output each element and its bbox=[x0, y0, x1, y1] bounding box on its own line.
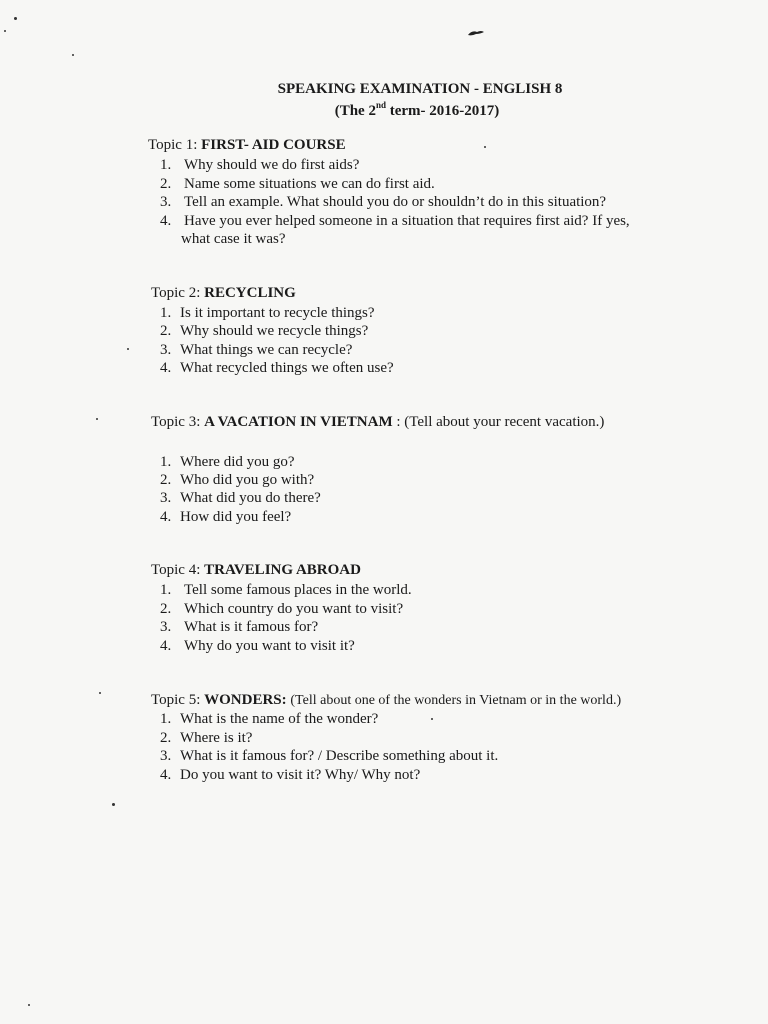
question-item bbox=[160, 175, 435, 193]
question-item bbox=[160, 508, 291, 526]
question-number: 3. bbox=[160, 490, 172, 506]
question-item bbox=[160, 710, 378, 728]
question-text: What is it famous for? bbox=[184, 619, 319, 635]
question-item bbox=[160, 618, 318, 636]
question-text: What is the name of the wonder? bbox=[180, 711, 379, 727]
question-text: Why should we recycle things? bbox=[180, 323, 369, 339]
scan-speck bbox=[72, 54, 74, 56]
question-item bbox=[160, 212, 630, 230]
question-text: How did you feel? bbox=[180, 509, 292, 525]
topic-label: Topic 4: bbox=[151, 562, 205, 578]
topic-name: FIRST- AID COURSE bbox=[201, 137, 346, 153]
question-text: Tell some famous places in the world. bbox=[184, 582, 412, 598]
question-text: Tell an example. What should you do or shouldn’t do in this situation? bbox=[184, 194, 607, 210]
question-number: 1. bbox=[160, 454, 172, 470]
question-item bbox=[160, 766, 420, 784]
topic-note: (Tell about one of the wonders in Vietnam or in the world.) bbox=[290, 693, 622, 708]
question-number: 4. bbox=[160, 360, 172, 376]
question-text: Who did you go with? bbox=[180, 472, 315, 488]
question-item bbox=[160, 156, 359, 174]
scan-speck bbox=[127, 348, 129, 350]
question-item bbox=[160, 341, 352, 359]
topic-heading bbox=[151, 692, 621, 709]
topic-label: Topic 3: bbox=[151, 414, 205, 430]
question-item bbox=[160, 581, 412, 599]
question-item bbox=[160, 359, 394, 377]
question-item bbox=[160, 729, 252, 747]
topic-heading bbox=[151, 285, 296, 302]
question-number: 3. bbox=[160, 342, 172, 358]
topic-label: Topic 5: bbox=[151, 692, 205, 708]
question-item bbox=[160, 304, 375, 322]
scan-speck bbox=[28, 1004, 30, 1006]
question-text: Name some situations we can do first aid. bbox=[184, 176, 435, 192]
question-number: 2. bbox=[160, 472, 172, 488]
topic-name: TRAVELING ABROAD bbox=[204, 562, 361, 578]
question-item bbox=[160, 471, 314, 489]
topic-name: WONDERS: bbox=[204, 692, 291, 708]
subtitle-prefix: (The 2 bbox=[334, 103, 376, 119]
scan-speck bbox=[484, 146, 486, 148]
question-number: 1. bbox=[160, 582, 172, 598]
topic-heading bbox=[151, 414, 604, 431]
question-text: Where is it? bbox=[180, 730, 253, 746]
question-text: What did you do there? bbox=[180, 490, 321, 506]
question-item bbox=[160, 637, 355, 655]
page-subtitle bbox=[33, 101, 768, 120]
question-number: 4. bbox=[160, 509, 172, 525]
question-text: What things we can recycle? bbox=[180, 342, 353, 358]
question-number: 1. bbox=[160, 305, 172, 321]
scan-speck bbox=[4, 30, 6, 32]
subtitle-suffix: term- 2016-2017) bbox=[385, 103, 500, 119]
question-number: 4. bbox=[160, 213, 172, 229]
question-number: 4. bbox=[160, 638, 172, 654]
topic-heading bbox=[151, 562, 361, 579]
question-text: Which country do you want to visit? bbox=[184, 601, 404, 617]
topic-label: Topic 2: bbox=[151, 285, 205, 301]
scan-speck bbox=[99, 692, 101, 694]
topic-label: Topic 1: bbox=[148, 137, 202, 153]
scan-speck bbox=[112, 803, 115, 806]
question-text: What is it famous for? / Describe something about it. bbox=[180, 748, 499, 764]
question-text: Do you want to visit it? Why/ Why not? bbox=[180, 767, 421, 783]
question-number: 2. bbox=[160, 176, 172, 192]
topic-note: : (Tell about your recent vacation.) bbox=[392, 414, 605, 430]
scan-speck bbox=[96, 418, 98, 420]
question-number: 3. bbox=[160, 619, 172, 635]
scan-mark bbox=[467, 29, 485, 37]
question-item bbox=[160, 600, 403, 618]
question-text: What recycled things we often use? bbox=[180, 360, 394, 376]
question-item bbox=[160, 193, 606, 211]
topic-name: A VACATION IN VIETNAM bbox=[204, 414, 393, 430]
page-title: SPEAKING EXAMINATION - ENGLISH 8 bbox=[277, 81, 563, 97]
question-text: Why should we do first aids? bbox=[184, 157, 360, 173]
question-continuation: what case it was? bbox=[181, 231, 286, 247]
topic-heading bbox=[148, 137, 346, 154]
question-text: Why do you want to visit it? bbox=[184, 638, 355, 654]
question-text: Where did you go? bbox=[180, 454, 295, 470]
question-text: Is it important to recycle things? bbox=[180, 305, 375, 321]
scan-speck bbox=[431, 718, 433, 720]
question-number: 2. bbox=[160, 601, 172, 617]
question-number: 3. bbox=[160, 748, 172, 764]
question-number: 1. bbox=[160, 711, 172, 727]
question-number: 2. bbox=[160, 323, 172, 339]
question-text: Have you ever helped someone in a situation that requires first aid? If yes, bbox=[184, 213, 630, 229]
question-item bbox=[160, 453, 295, 471]
question-number: 3. bbox=[160, 194, 172, 210]
topic-name: RECYCLING bbox=[204, 285, 296, 301]
question-item bbox=[160, 747, 498, 765]
question-number: 1. bbox=[160, 157, 172, 173]
question-item bbox=[160, 489, 321, 507]
question-number: 2. bbox=[160, 730, 172, 746]
question-item bbox=[160, 322, 368, 340]
subtitle-superscript: nd bbox=[375, 100, 386, 110]
question-number: 4. bbox=[160, 767, 172, 783]
scan-speck bbox=[14, 17, 17, 20]
